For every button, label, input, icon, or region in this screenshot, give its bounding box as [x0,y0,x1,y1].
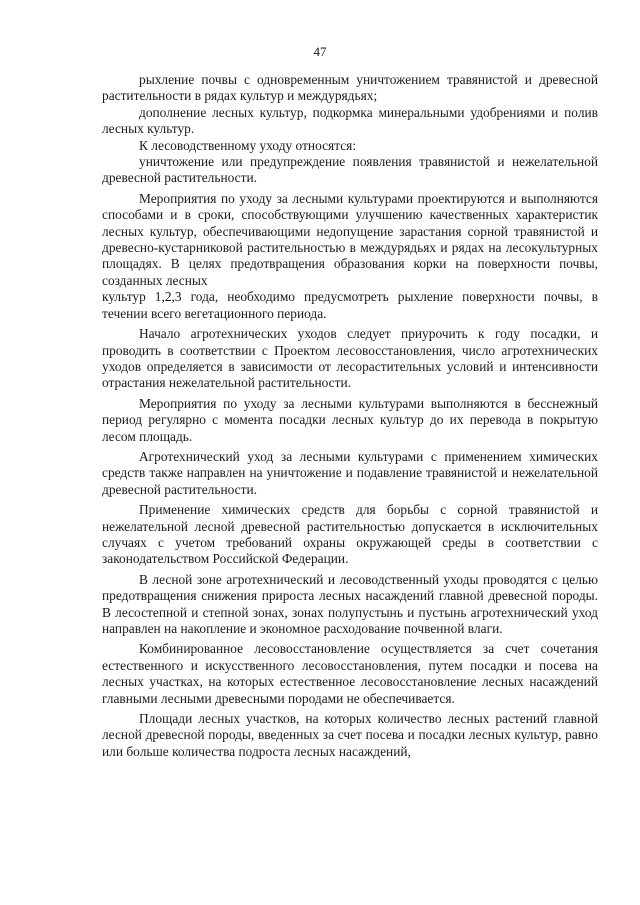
paragraph-combined-reforestation: Комбинированное лесовосстановление осуществляется за счет сочетания естественного и искусственного лесовосстановления, путем посадки и посева на лесных участках, на которых естественное лесовосстановление лесных насаждений главными лесными древесными породами не обеспечивается. [102,641,598,706]
paragraph-snowless-period: Мероприятия по уходу за лесными культурами выполняются в бесснежный период регулярно с момента посадки лесных культур до их перевода в покрытую лесом площадь. [102,395,598,444]
paragraph-chemical-care: Агротехнический уход за лесными культурами с применением химических средств также направлен на уничтожение и подавление травянистой и нежелательной древесной растительности. [102,448,598,497]
paragraph-supplement: дополнение лесных культур, подкормка минеральными удобрениями и полив лесных культур. [102,104,598,137]
page-number: 47 [313,44,327,59]
paragraph-care-measures [102,191,598,289]
paragraph-silvicultural-care-intro: К лесоводственному уходу относятся: [139,137,357,153]
paragraph-chemical-use: Применение химических средств для борьбы с сорной травянистой и нежелательной лесной древесной растительностью допускается в исключительных случаях с учетом требований охраны окружающей среды в соответствии с законодательством Российской Федерации. [102,502,598,567]
paragraph-plot-areas: Площади лесных участков, на которых количество лесных растений главной лесной древесной породы, введенных за счет посева и посадки лесных культур, равно или больше количества подроста лесных насаждений, [102,711,598,759]
paragraph-care-measures-text: Мероприятия по уходу за лесными культурами проектируются и выполняются способами и в сроки, способствующими улучшению качественных характеристик лесных культур, обеспечивающими недопущение зарастания сорной травянистой и древесно-кустарниковой растительностью в междурядьях и рядах на лесокультурных площадях. В целях предотвращения образования корки на поверхности почвы, созданных лесных [102,190,598,288]
document-body [102,72,598,760]
paragraph-agrotech-start: Начало агротехнических уходов следует приурочить к году посадки, и проводить в соответствии с Проектом лесовосстановления, число агротехнических уходов определяется в зависимости от лесорастительных условий и интенсивности отрастания нежелательной растительности. [102,326,598,391]
paragraph-loosening: рыхление почвы с одновременным уничтожением травянистой и древесной растительности в рядах культур и междурядьях; [102,72,598,104]
paragraph-forest-zone: В лесной зоне агротехнический и лесоводственный уходы проводятся с целью предотвращения снижения прироста лесных насаждений главной древесной породы. В лесостепной и степной зонах, зонах полупустынь и пустынь агротехнический уход направлен на накопление и экономное расходование почвенной влаги. [102,571,598,636]
paragraph-weed-prevention: уничтожение или предупреждение появления травянистой и нежелательной древесной растительности. [102,154,598,186]
paragraph-care-measures-cont: культур 1,2,3 года, необходимо предусмотреть рыхление поверхности почвы, в течении всего вегетационного периода. [102,289,598,321]
